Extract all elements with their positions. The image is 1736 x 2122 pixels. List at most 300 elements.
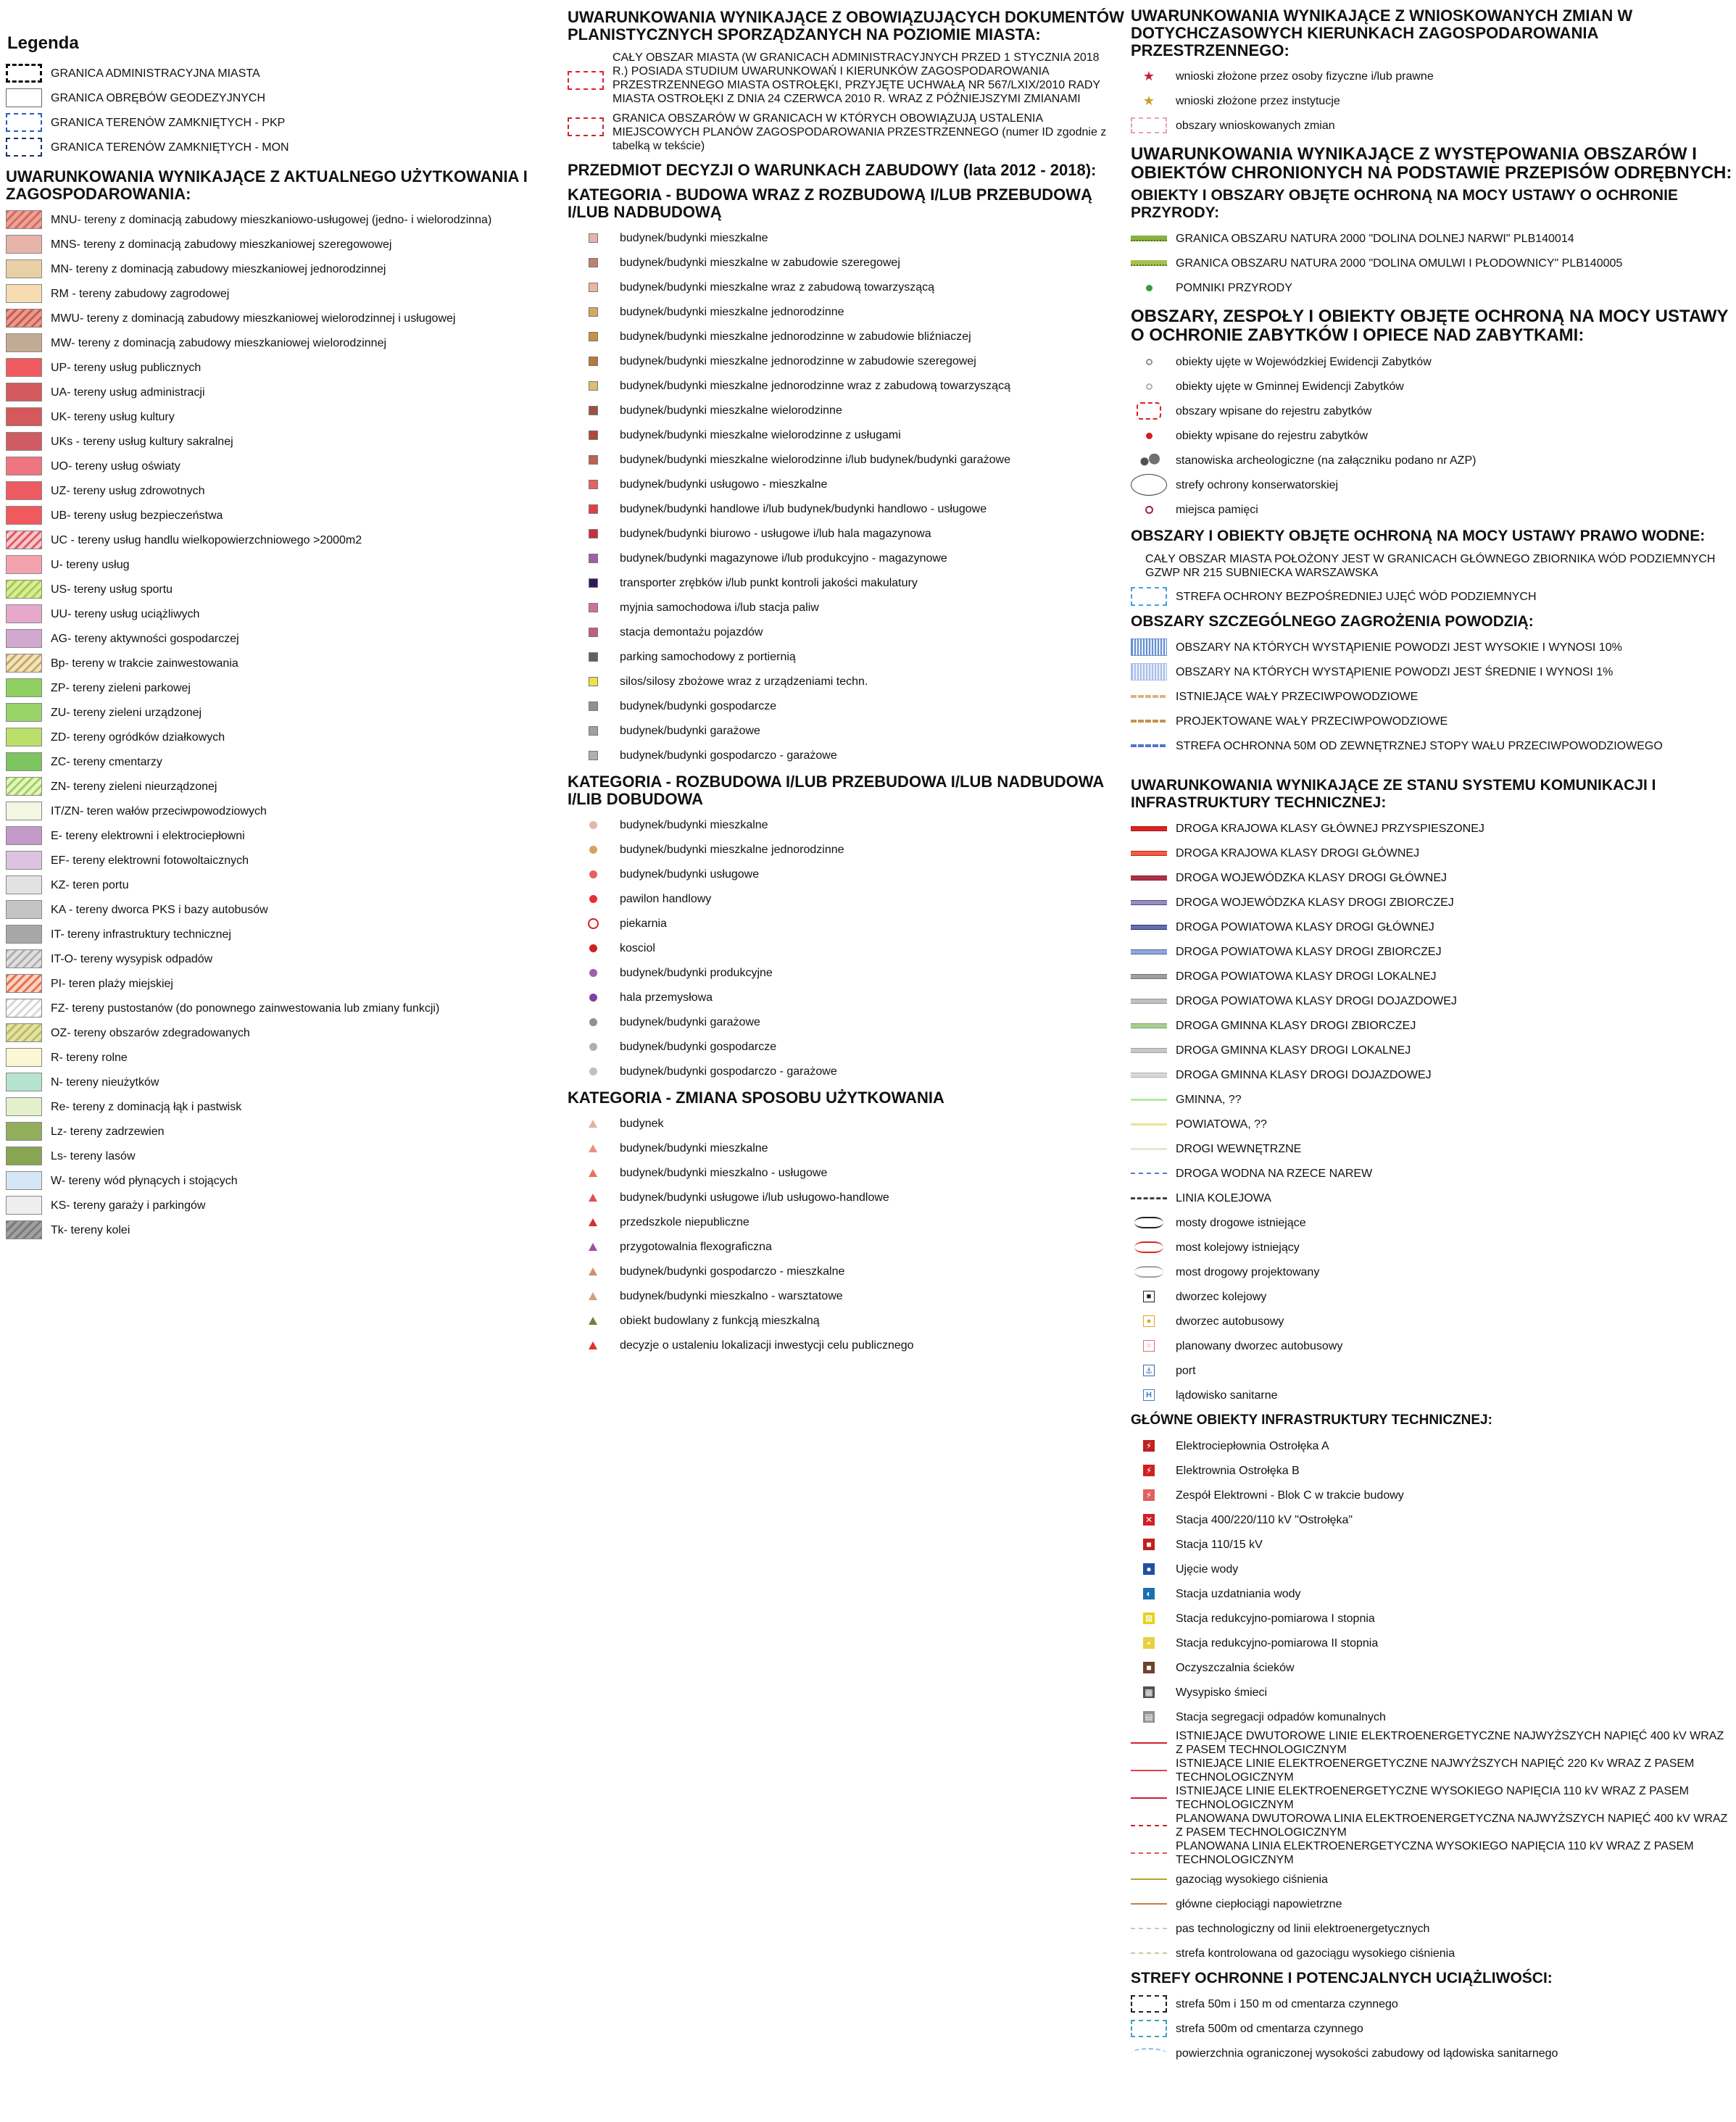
legend-symbol xyxy=(575,623,611,641)
legend-symbol xyxy=(1131,1139,1167,1158)
legend-row xyxy=(1131,1916,1732,1941)
square-marker xyxy=(589,628,598,637)
square-marker xyxy=(589,455,598,465)
legend-label: CAŁY OBSZAR MIASTA (W GRANICACH ADMINISTRACYJNYCH PRZED 1 STYCZNIA 2018 R.) POSIADA STUDIUM UWARUNKOWAŃ I KIERUNKÓW ZAGOSPODAROWANIA PRZESTRZENNEGO MIASTA OSTROŁĘKI, PRZYJĘTE UCHWAŁĄ NR 567/LXIX/2010 RADY MIASTA OSTROŁĘKI Z DNIA 24 CZERWCA 2010 R. WRAZ Z PÓŹNIEJSZYMI ZMIANAMI xyxy=(612,51,1100,105)
legend-row xyxy=(1131,88,1732,113)
legend-row xyxy=(568,862,1126,886)
legend-row xyxy=(1131,1606,1732,1631)
legend-label: ISTNIEJĄCE LINIE ELEKTROENERGETYCZNE WYSOKIEGO NAPIĘCIA 110 kV WRAZ Z PASEM TECHNOLOGICZNYM xyxy=(1176,1785,1689,1811)
land-use-swatch xyxy=(6,999,42,1018)
legend-label: budynek/budynki usługowo - mieszkalne xyxy=(620,478,828,491)
requested-changes-title: UWARUNKOWANIA WYNIKAJĄCE Z WNIOSKOWANYCH ZMIAN W DOTYCHCZASOWYCH KIERUNKACH ZAGOSPODAROWANIA PRZESTRZENNEGO: xyxy=(1131,7,1633,59)
legend-row xyxy=(568,496,1126,521)
legend-label: budynek/budynki mieszkalne jednorodzinne xyxy=(620,305,844,318)
legend-row xyxy=(1131,1839,1732,1867)
requested-changes-list xyxy=(1131,64,1732,138)
square-marker xyxy=(589,357,598,366)
water-intake-zone-swatch xyxy=(1131,587,1167,606)
land-use-swatch xyxy=(6,481,42,500)
star-icon: ★ xyxy=(1142,68,1155,83)
legend-row xyxy=(568,1111,1126,1136)
legend-row xyxy=(1131,709,1732,733)
legend-row xyxy=(568,1210,1126,1234)
dot-marker xyxy=(589,1018,597,1026)
legend-row xyxy=(568,349,1126,373)
triangle-marker xyxy=(589,1120,597,1128)
square-marker xyxy=(589,603,598,612)
legend-row xyxy=(1131,1186,1732,1210)
legend-symbol xyxy=(1131,1065,1167,1084)
legend-label: strefy ochrony konserwatorskiej xyxy=(1176,478,1339,491)
legend-label: UB- tereny usług bezpieczeństwa xyxy=(51,509,223,522)
legend-symbol xyxy=(575,963,611,982)
legend-label: UA- tereny usług administracji xyxy=(51,386,205,399)
legend-label: stacja demontażu pojazdów xyxy=(620,625,763,638)
road-line xyxy=(1131,1048,1167,1053)
legend-label: OZ- tereny obszarów zdegradowanych xyxy=(51,1026,250,1039)
legend-symbol xyxy=(1131,1816,1167,1835)
legend-row xyxy=(1131,1013,1732,1038)
legend-label: parking samochodowy z portiernią xyxy=(620,650,796,663)
legend-row xyxy=(6,848,564,873)
legend-label: STREFA OCHRONNA 50M OD ZEWNĘTRZNEJ STOPY WAŁU PRZECIWPOWODZIOWEGO xyxy=(1176,739,1663,752)
legend-row xyxy=(568,1059,1126,1083)
legend-label: Zespół Elektrowni - Blok C w trakcie budowy xyxy=(1176,1489,1404,1502)
legend-row xyxy=(1131,2016,1732,2041)
legend-row xyxy=(568,743,1126,767)
legend-label: RM - tereny zabudowy zagrodowej xyxy=(51,287,230,300)
legend-row xyxy=(6,1020,564,1045)
legend-label: Bp- tereny w trakcie zainwestowania xyxy=(51,657,238,670)
legend-symbol xyxy=(575,1237,611,1256)
legend-label: GRANICA OBSZARÓW W GRANICACH W KTÓRYCH OBOWIĄZUJĄ USTALENIA MIEJSCOWYCH PLANÓW ZAGOSPODAROWANIA PRZESTRZENNEGO (numer ID zgodnie z tabelką w tekście) xyxy=(612,112,1107,152)
legend-row xyxy=(6,1168,564,1193)
legend-symbol xyxy=(1131,1189,1167,1207)
legend-row xyxy=(568,960,1126,985)
legend-row xyxy=(6,1218,564,1242)
land-use-swatch xyxy=(6,358,42,377)
legend-label: Elektrociepłownia Ostrołęka A xyxy=(1176,1439,1329,1452)
legend-label: przygotowalnia flexograficzna xyxy=(620,1240,772,1253)
legend-symbol xyxy=(1131,352,1167,371)
main-infra-list xyxy=(1131,1434,1732,1729)
legend-row xyxy=(6,774,564,799)
legend-row xyxy=(1131,2041,1732,2065)
legend-label: budynek/budynki gospodarcze xyxy=(620,1040,777,1053)
legend-label: UC - tereny usług handlu wielkopowierzchniowego >2000m2 xyxy=(51,533,362,546)
legend-row xyxy=(1131,1892,1732,1916)
legend-symbol xyxy=(575,327,611,346)
legend-label: LINIA KOLEJOWA xyxy=(1176,1191,1271,1204)
legend-label: pas technologiczny od linii elektroenergetycznych xyxy=(1176,1922,1430,1935)
legend-label: IT/ZN- teren wałów przeciwpowodziowych xyxy=(51,804,267,817)
flood-risk-title: OBSZARY SZCZEGÓLNEGO ZAGROŻENIA POWODZIĄ: xyxy=(1131,613,1534,630)
legend-label: wnioski złożone przez osoby fizyczne i/lub prawne xyxy=(1176,70,1434,83)
legend-symbol xyxy=(1131,1361,1167,1380)
utility-line xyxy=(1131,1903,1167,1905)
legend-symbol xyxy=(1131,1707,1167,1726)
dot-marker xyxy=(589,1043,597,1051)
legend-row xyxy=(1131,1631,1732,1655)
legend-label: DROGA WODNA NA RZECE NAREW xyxy=(1176,1167,1373,1180)
land-use-swatch xyxy=(6,506,42,525)
legend-label: budynek/budynki mieszkalne wraz z zabudową towarzyszącą xyxy=(620,280,934,294)
station-icon: H xyxy=(1143,1389,1155,1401)
legend-row xyxy=(6,552,564,577)
legend-label: dworzec autobusowy xyxy=(1176,1315,1284,1328)
land-use-swatch xyxy=(6,383,42,401)
triangle-marker xyxy=(589,1341,597,1349)
square-marker xyxy=(589,332,598,341)
land-use-swatch xyxy=(6,900,42,919)
land-use-swatch xyxy=(6,210,42,229)
legend-row xyxy=(568,1160,1126,1185)
legend-symbol xyxy=(1131,2019,1167,2038)
infrastructure-icon: ▪ xyxy=(1143,1637,1155,1649)
square-marker xyxy=(589,430,598,440)
boundary-swatch xyxy=(6,138,42,157)
register-area-swatch xyxy=(1137,402,1161,420)
legend-label: PLANOWANA DWUTOROWA LINIA ELEKTROENERGETYCZNA NAJWYŻSZYCH NAPIĘĆ 400 kV WRAZ Z PASEM TECHNOLOGICZNYM xyxy=(1176,1813,1728,1839)
triangle-marker xyxy=(589,1292,597,1300)
legend-row xyxy=(1131,1434,1732,1458)
monuments-title: OBSZARY, ZESPOŁY I OBIEKTY OBJĘTE OCHRONĄ NA MOCY USTAWY O OCHRONIE ZABYTKÓW I OPIECE NAD ZABYTKAMI: xyxy=(1131,307,1729,345)
land-use-swatch xyxy=(6,851,42,870)
legend-row xyxy=(6,651,564,675)
road-line xyxy=(1131,974,1167,979)
legend-symbol xyxy=(1131,638,1167,657)
legend-row xyxy=(1131,1309,1732,1333)
roads-list xyxy=(1131,816,1732,1210)
legend-symbol xyxy=(575,376,611,395)
legend-row xyxy=(568,1308,1126,1333)
legend-symbol xyxy=(1131,254,1167,272)
legend-row xyxy=(6,306,564,330)
legend-symbol xyxy=(575,1262,611,1281)
legend-row xyxy=(1131,473,1732,497)
legend-label: budynek/budynki mieszkalne wielorodzinne i/lub budynek/budynki garażowe xyxy=(620,453,1010,466)
legend-row xyxy=(568,250,1126,275)
legend-label: PROJEKTOWANE WAŁY PRZECIWPOWODZIOWE xyxy=(1176,715,1448,728)
flood-swatch xyxy=(1131,663,1167,681)
land-use-swatch xyxy=(6,333,42,352)
infrastructure-icon: ■ xyxy=(1143,1539,1155,1550)
legend-label: AG- tereny aktywności gospodarczej xyxy=(51,632,239,645)
legend-label: Ujęcie wody xyxy=(1176,1563,1239,1576)
legend-label: budynek/budynki gospodarczo - mieszkalne xyxy=(620,1265,845,1278)
legend-row xyxy=(1131,1284,1732,1309)
road-line xyxy=(1131,875,1167,881)
legend-row xyxy=(1131,448,1732,473)
legend-row xyxy=(1131,1235,1732,1260)
legend-row xyxy=(568,570,1126,595)
legend-label: R- tereny rolne xyxy=(51,1051,128,1064)
road-line xyxy=(1131,999,1167,1004)
dot-marker xyxy=(589,1068,597,1075)
land-use-swatch xyxy=(6,555,42,574)
legend-label: Stacja 400/220/110 kV "Ostrołęka" xyxy=(1176,1513,1353,1526)
legend-row xyxy=(1131,1161,1732,1186)
legend-label: silos/silosy zbożowe wraz z urządzeniami techn. xyxy=(620,675,868,688)
land-use-swatch xyxy=(6,875,42,894)
legend-symbol xyxy=(1131,278,1167,297)
legend-label: transporter zrębków i/lub punkt kontroli jakości makulatury xyxy=(620,576,918,589)
legend-row xyxy=(1131,1458,1732,1483)
legend-label: port xyxy=(1176,1364,1196,1377)
legend-row xyxy=(1131,1680,1732,1705)
legend-label: przedszkole niepubliczne xyxy=(620,1215,749,1228)
legend-symbol xyxy=(1131,587,1167,606)
legend-title: Legenda xyxy=(7,33,79,53)
legend-row xyxy=(6,1119,564,1144)
land-use-swatch xyxy=(6,530,42,549)
legend-row xyxy=(1131,275,1732,300)
dot-marker xyxy=(589,821,597,829)
legend-label: DROGA POWIATOWA KLASY DROGI DOJAZDOWEJ xyxy=(1176,994,1457,1007)
legend-row xyxy=(1131,1136,1732,1161)
legend-label: stanowiska archeologiczne (na załączniku podano nr AZP) xyxy=(1176,454,1477,467)
legend-row xyxy=(568,1333,1126,1357)
legend-row xyxy=(568,1259,1126,1283)
legend-row xyxy=(6,1193,564,1218)
legend-label: W- tereny wód płynących i stojących xyxy=(51,1174,238,1187)
legend-symbol xyxy=(1131,1658,1167,1677)
stations-list xyxy=(1131,1284,1732,1407)
nature-protection-title: OBIEKTY I OBSZARY OBJĘTE OCHRONĄ NA MOCY USTAWY O OCHRONIE PRZYRODY: xyxy=(1131,187,1678,221)
legend-row xyxy=(6,503,564,528)
legend-label: Oczyszczalnia ścieków xyxy=(1176,1661,1295,1674)
legend-row xyxy=(568,1010,1126,1034)
legend-row xyxy=(1131,1507,1732,1532)
legend-row xyxy=(568,275,1126,299)
legend-row xyxy=(6,1094,564,1119)
legend-label: UU- tereny usług uciążliwych xyxy=(51,607,200,620)
utility-line xyxy=(1131,1952,1167,1954)
legend-row xyxy=(6,823,564,848)
road-line xyxy=(1131,851,1167,856)
legend-symbol xyxy=(575,988,611,1007)
legend-symbol xyxy=(1131,1761,1167,1780)
bridge-icon xyxy=(1134,1241,1163,1253)
legend-label: POMNIKI PRZYRODY xyxy=(1176,281,1292,294)
legend-row xyxy=(568,1034,1126,1059)
land-use-swatch xyxy=(6,259,42,278)
square-marker xyxy=(589,258,598,267)
land-use-swatch xyxy=(6,629,42,648)
legend-row xyxy=(568,936,1126,960)
square-marker xyxy=(589,677,598,686)
legend-label: DROGA KRAJOWA KLASY DROGI GŁÓWNEJ xyxy=(1176,846,1420,860)
legend-row xyxy=(1131,423,1732,448)
land-use-list xyxy=(6,207,564,1242)
legend-symbol xyxy=(575,939,611,957)
legend-row xyxy=(1131,1358,1732,1383)
monuments-list xyxy=(1131,349,1732,522)
legend-row xyxy=(568,886,1126,911)
legend-row xyxy=(568,718,1126,743)
land-use-swatch xyxy=(6,457,42,475)
legend-label: DROGA GMINNA KLASY DROGI LOKALNEJ xyxy=(1176,1044,1411,1057)
legend-label: DROGA GMINNA KLASY DROGI DOJAZDOWEJ xyxy=(1176,1068,1432,1081)
utility-lines-list xyxy=(1131,1729,1732,1965)
legend-label: UK- tereny usług kultury xyxy=(51,410,175,423)
bridges-list xyxy=(1131,1210,1732,1284)
legend-symbol xyxy=(1131,1683,1167,1702)
legend-label: DROGA WOJEWÓDZKA KLASY DROGI ZBIORCZEJ xyxy=(1176,896,1454,909)
square-marker xyxy=(589,233,598,243)
legend-symbol xyxy=(1131,868,1167,887)
legend-symbol xyxy=(575,1012,611,1031)
legend-label: DROGA KRAJOWA KLASY GŁÓWNEJ PRZYSPIESZONEJ xyxy=(1176,822,1484,835)
flood-swatch xyxy=(1131,695,1167,698)
legend-label: EF- tereny elektrowni fotowoltaicznych xyxy=(51,854,249,867)
dot-marker xyxy=(589,895,597,903)
land-use-swatch xyxy=(6,604,42,623)
protection-zone-swatch xyxy=(1131,1995,1167,2013)
legend-row xyxy=(568,812,1126,837)
legend-label: budynek/budynki gospodarczo - garażowe xyxy=(620,1065,837,1078)
category-build-list xyxy=(568,225,1126,767)
legend-symbol xyxy=(575,450,611,469)
boundary-swatch xyxy=(6,88,42,107)
legend-label: MNU- tereny z dominacją zabudowy mieszkaniowo-usługowej (jedno- i wielorodzinna) xyxy=(51,213,492,226)
square-marker xyxy=(589,406,598,415)
legend-symbol xyxy=(1131,819,1167,838)
legend-symbol xyxy=(1131,1090,1167,1109)
legend-label: Stacja uzdatniania wody xyxy=(1176,1587,1301,1600)
legend-symbol xyxy=(575,865,611,883)
legend-symbol xyxy=(1131,1844,1167,1863)
legend-row xyxy=(1131,226,1732,251)
legend-label: pawilon handlowy xyxy=(620,892,712,905)
legend-label: budynek/budynki mieszkalne w zabudowie szeregowej xyxy=(620,256,900,269)
legend-row xyxy=(1131,816,1732,841)
legend-label: MWU- tereny z dominacją zabudowy mieszkaniowej wielorodzinnej i usługowej xyxy=(51,312,456,325)
legend-label: dworzec kolejowy xyxy=(1176,1290,1267,1303)
legend-row xyxy=(568,1136,1126,1160)
legend-label: budynek/budynki biurowo - usługowe i/lub hala magazynowa xyxy=(620,527,931,540)
infrastructure-icon: ⚡ xyxy=(1143,1440,1155,1452)
legend-label: PLANOWANA LINIA ELEKTROENERGETYCZNA WYSOKIEGO NAPIĘCIA 110 kV WRAZ Z PASEM TECHNOLOGICZNYM xyxy=(1176,1840,1694,1866)
legend-row xyxy=(568,225,1126,250)
infrastructure-icon: ✕ xyxy=(1143,1514,1155,1526)
legend-label: ZC- tereny cmentarzy xyxy=(51,755,162,768)
legend-label: decyzje o ustaleniu lokalizacji inwestycji celu publicznego xyxy=(620,1339,914,1352)
legend-row xyxy=(568,423,1126,447)
legend-symbol xyxy=(575,721,611,740)
legend-label: ZU- tereny zieleni urządzonej xyxy=(51,706,202,719)
legend-row xyxy=(1131,1062,1732,1087)
legend-row xyxy=(568,595,1126,620)
legend-label: obszary wnioskowanych zmian xyxy=(1176,119,1335,132)
legend-row xyxy=(6,1144,564,1168)
legend-row xyxy=(6,232,564,257)
legend-symbol xyxy=(1131,942,1167,961)
legend-label: GRANICA TERENÓW ZAMKNIĘTYCH - MON xyxy=(51,141,289,154)
legend-label: Lz- tereny zadrzewien xyxy=(51,1125,165,1138)
legend-row xyxy=(1131,1557,1732,1581)
land-use-swatch xyxy=(6,1097,42,1116)
water-law-note: CAŁY OBSZAR MIASTA POŁOŻONY JEST W GRANICACH GŁÓWNEGO ZBIORNIKA WÓD PODZIEMNYCH GZWP NR 215 SUBNIECKA WARSZAWSKA xyxy=(1145,553,1716,579)
legend-row xyxy=(1131,1812,1732,1839)
square-marker xyxy=(589,726,598,736)
category-extend-list xyxy=(568,812,1126,1083)
planning-docs-list xyxy=(568,48,1126,156)
legend-row xyxy=(6,799,564,823)
legend-row xyxy=(568,398,1126,423)
legend-column-land-use xyxy=(6,0,564,1242)
legend-label: ZD- tereny ogródków działkowych xyxy=(51,731,225,744)
legend-row xyxy=(568,669,1126,694)
legend-row xyxy=(568,620,1126,644)
legend-label: DROGA POWIATOWA KLASY DROGI LOKALNEJ xyxy=(1176,970,1437,983)
legend-symbol xyxy=(575,1212,611,1231)
category-change-use-list xyxy=(568,1111,1126,1357)
legend-label: Tk- tereny kolei xyxy=(51,1223,130,1236)
utility-line xyxy=(1131,1742,1167,1744)
legend-row xyxy=(6,675,564,700)
land-use-swatch xyxy=(6,654,42,673)
infrastructure-icon: ⚡ xyxy=(1143,1489,1155,1501)
infrastructure-icon: ● xyxy=(1143,1563,1155,1575)
legend-label: UO- tereny usług oświaty xyxy=(51,459,180,473)
legend-symbol xyxy=(575,1286,611,1305)
legend-symbol xyxy=(1131,1386,1167,1405)
land-use-swatch xyxy=(6,777,42,796)
boundary-swatch xyxy=(6,64,42,83)
legend-symbol xyxy=(575,746,611,765)
legend-label: most drogowy projektowany xyxy=(1176,1265,1320,1278)
legend-row xyxy=(1131,1087,1732,1112)
legend-row xyxy=(568,837,1126,862)
land-use-swatch xyxy=(6,1023,42,1042)
legend-row xyxy=(6,996,564,1020)
legend-label: DROGA WOJEWÓDZKA KLASY DROGI GŁÓWNEJ xyxy=(1176,871,1447,884)
wz-decisions-title: PRZEDMIOT DECYZJI O WARUNKACH ZABUDOWY (lata 2012 - 2018): xyxy=(568,161,1097,179)
memorial-icon xyxy=(1145,506,1153,514)
land-use-swatch xyxy=(6,580,42,599)
dot-marker xyxy=(589,870,597,878)
legend-symbol xyxy=(575,573,611,592)
legend-row xyxy=(6,61,564,86)
legend-row xyxy=(1131,865,1732,890)
legend-label: FZ- tereny pustostanów (do ponownego zainwestowania lub zmiany funkcji) xyxy=(51,1002,440,1015)
utility-line xyxy=(1131,1825,1167,1826)
legend-row xyxy=(6,749,564,774)
legend-row xyxy=(568,1283,1126,1308)
legend-symbol xyxy=(575,672,611,691)
legend-row xyxy=(6,207,564,232)
legend-label: budynek/budynki gospodarcze xyxy=(620,699,777,712)
planning-docs-section-title: UWARUNKOWANIA WYNIKAJĄCE Z OBOWIĄZUJĄCYCH DOKUMENTÓW PLANISTYCZNYCH SPORZĄDZANYCH NA POZIOMIE MIASTA: xyxy=(568,8,1124,43)
legend-label: wnioski złożone przez instytucje xyxy=(1176,94,1340,107)
legend-label: piekarnia xyxy=(620,917,667,930)
legend-symbol xyxy=(1131,1041,1167,1060)
legend-row xyxy=(568,324,1126,349)
legend-symbol xyxy=(575,1139,611,1157)
legend-label: Stacja redukcyjno-pomiarowa II stopnia xyxy=(1176,1636,1379,1649)
legend-label: strefa 500m od cmentarza czynnego xyxy=(1176,2022,1363,2035)
legend-label: budynek/budynki mieszkalne xyxy=(620,231,768,244)
legend-symbol xyxy=(575,253,611,272)
legend-label: obiekt budowlany z funkcją mieszkalną xyxy=(620,1314,820,1327)
legend-row xyxy=(568,48,1126,109)
legend-symbol xyxy=(1131,1919,1167,1938)
legend-row xyxy=(6,281,564,306)
legend-label: hala przemysłowa xyxy=(620,991,713,1004)
legend-row xyxy=(6,110,564,135)
legend-symbol xyxy=(575,1336,611,1355)
